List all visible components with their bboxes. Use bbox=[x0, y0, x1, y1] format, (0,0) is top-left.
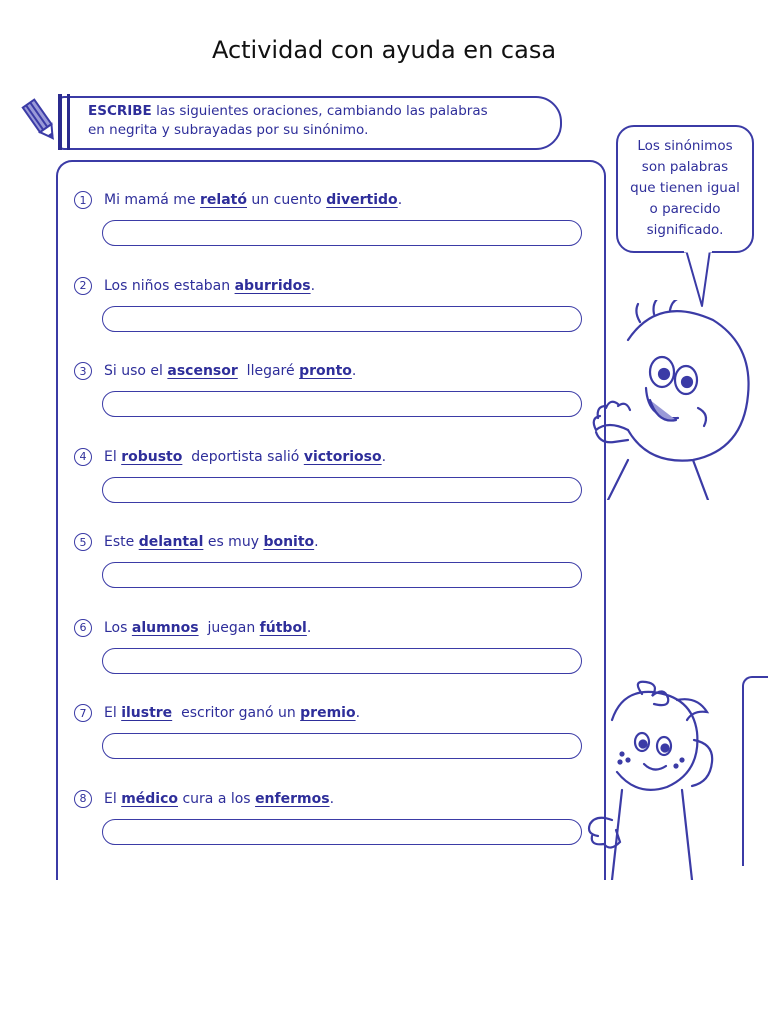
exercise-number: 5 bbox=[74, 533, 92, 551]
instruction-bar bbox=[58, 94, 70, 150]
sentence-text: Este bbox=[104, 534, 139, 550]
exercise-sentence-line bbox=[74, 188, 594, 212]
speech-bubble-text bbox=[616, 136, 754, 241]
exercise-sentence-line bbox=[74, 787, 594, 811]
sentence-text: es muy bbox=[203, 534, 264, 550]
bubble-line: son palabras bbox=[641, 159, 729, 175]
sentence-text: El bbox=[104, 705, 122, 721]
sentence-text: . bbox=[381, 448, 387, 465]
page-title: Actividad con ayuda en casa bbox=[211, 36, 557, 64]
exercise-number: 4 bbox=[74, 448, 92, 466]
exercise-sentence-line bbox=[74, 445, 594, 469]
exercise-number: 3 bbox=[74, 362, 92, 380]
sentence-text: Si uso el bbox=[104, 363, 168, 379]
instruction-text bbox=[88, 102, 548, 140]
sentence-text: . bbox=[314, 534, 319, 550]
exercise-item bbox=[74, 274, 594, 332]
sentence-text: . bbox=[355, 705, 361, 721]
exercise-number: 6 bbox=[74, 619, 92, 637]
worksheet-panel bbox=[56, 160, 606, 880]
page-edge-mark bbox=[742, 676, 768, 866]
keyword: bonito bbox=[263, 534, 315, 550]
exercise-sentence bbox=[104, 534, 319, 550]
keyword: médico bbox=[121, 790, 179, 807]
answer-field[interactable] bbox=[102, 648, 582, 674]
sentence-text: cura a los bbox=[178, 790, 256, 807]
exercise-sentence bbox=[104, 791, 334, 807]
exercise-sentence bbox=[104, 363, 356, 379]
keyword: victorioso bbox=[303, 448, 382, 465]
sentence-text: deportista salió bbox=[182, 448, 304, 465]
exercise-sentence-line bbox=[74, 701, 594, 725]
sentence-text: . bbox=[351, 363, 357, 379]
sentence-text: escritor ganó un bbox=[172, 705, 301, 721]
sentence-text: El bbox=[104, 448, 122, 465]
exercise-sentence bbox=[104, 705, 360, 721]
keyword: enfermos bbox=[255, 790, 330, 807]
keyword: robusto bbox=[121, 448, 183, 465]
bubble-line: o parecido bbox=[649, 201, 721, 217]
exercise-sentence-line bbox=[74, 359, 594, 383]
keyword: pronto bbox=[299, 363, 352, 379]
keyword: premio bbox=[300, 705, 356, 721]
sentence-text: llegaré bbox=[237, 363, 300, 379]
answer-field[interactable] bbox=[102, 819, 582, 845]
sentence-text: un cuento bbox=[246, 192, 327, 208]
instruction-rest: las siguientes oraciones, cambiando las palabras bbox=[151, 103, 488, 119]
exercise-item bbox=[74, 530, 594, 588]
sentence-text: Los bbox=[104, 619, 132, 636]
instruction-lead: ESCRIBE bbox=[88, 103, 152, 119]
instruction-line2: en negrita y subrayadas por su sinónimo. bbox=[88, 122, 369, 138]
sentence-text: . bbox=[397, 192, 403, 208]
exercise-sentence bbox=[104, 449, 386, 465]
keyword: fútbol bbox=[259, 619, 307, 636]
exercise-sentence bbox=[104, 278, 315, 294]
sentence-text: . bbox=[306, 619, 312, 636]
sentence-text: juegan bbox=[198, 619, 260, 636]
answer-field[interactable] bbox=[102, 477, 582, 503]
bubble-line: Los sinónimos bbox=[637, 138, 733, 154]
exercise-sentence-line bbox=[74, 616, 594, 640]
exercise-item bbox=[74, 445, 594, 503]
bubble-line: que tienen igual bbox=[630, 180, 740, 196]
pencil-icon bbox=[20, 96, 60, 144]
exercise-item bbox=[74, 701, 594, 759]
keyword: alumnos bbox=[131, 619, 199, 636]
exercise-sentence bbox=[104, 620, 311, 636]
sentence-text: . bbox=[329, 790, 335, 807]
answer-field[interactable] bbox=[102, 391, 582, 417]
sentence-text: Los niños estaban bbox=[104, 277, 235, 294]
exercise-item bbox=[74, 616, 594, 674]
exercise-item bbox=[74, 188, 594, 246]
exercise-number: 7 bbox=[74, 704, 92, 722]
answer-field[interactable] bbox=[102, 562, 582, 588]
sentence-text: El bbox=[104, 790, 122, 807]
exercise-number: 8 bbox=[74, 790, 92, 808]
answer-field[interactable] bbox=[102, 220, 582, 246]
keyword: relató bbox=[200, 192, 247, 208]
answer-field[interactable] bbox=[102, 306, 582, 332]
sentence-text: . bbox=[310, 277, 316, 294]
keyword: divertido bbox=[326, 192, 398, 208]
exercise-sentence bbox=[104, 192, 402, 208]
exercise-sentence-line bbox=[74, 274, 594, 298]
exercise-number: 1 bbox=[74, 191, 92, 209]
keyword: ascensor bbox=[167, 363, 238, 379]
exercise-item bbox=[74, 359, 594, 417]
keyword: ilustre bbox=[121, 705, 173, 721]
exercise-number: 2 bbox=[74, 277, 92, 295]
keyword: delantal bbox=[138, 534, 204, 550]
exercise-sentence-line bbox=[74, 530, 594, 554]
keyword: aburridos bbox=[234, 277, 311, 294]
sentence-text: Mi mamá me bbox=[104, 192, 201, 208]
boy-character-icon bbox=[588, 300, 758, 500]
exercise-item bbox=[74, 787, 594, 845]
girl-character-icon bbox=[582, 680, 722, 880]
answer-field[interactable] bbox=[102, 733, 582, 759]
bubble-line: significado. bbox=[646, 222, 724, 238]
